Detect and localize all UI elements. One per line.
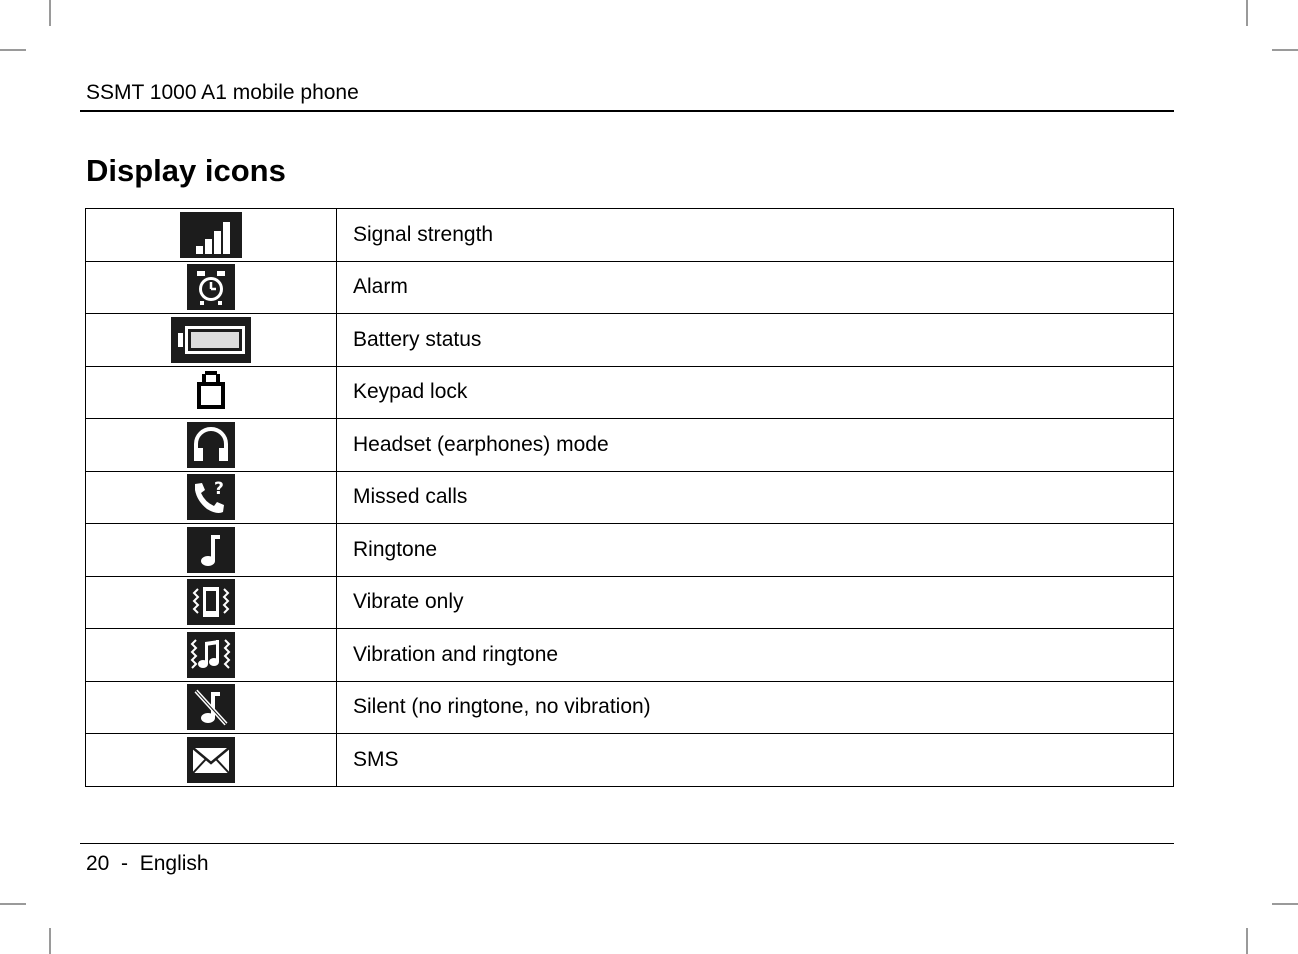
svg-text:?: ? (214, 479, 224, 500)
crop-mark (1246, 928, 1248, 954)
icon-description: Silent (no ringtone, no vibration) (337, 681, 1174, 734)
battery-icon (171, 317, 251, 363)
crop-mark (0, 49, 26, 51)
signal-strength-icon (180, 212, 242, 258)
page-title: Display icons (86, 153, 286, 188)
table-row (86, 209, 1174, 262)
icon-description: Missed calls (337, 471, 1174, 524)
silent-icon (187, 684, 235, 730)
page-number: 20 (86, 852, 110, 875)
display-icons-table (85, 208, 1174, 787)
table-row (86, 734, 1174, 787)
table-row (86, 576, 1174, 629)
table-row (86, 681, 1174, 734)
icon-description: Alarm (337, 261, 1174, 314)
icon-description: Headset (earphones) mode (337, 419, 1174, 472)
icon-description: Vibrate only (337, 576, 1174, 629)
table-row (86, 419, 1174, 472)
table-row (86, 314, 1174, 367)
crop-mark (0, 903, 26, 905)
icon-description: Battery status (337, 314, 1174, 367)
vibration-ringtone-icon (187, 632, 235, 678)
footer-rule (80, 843, 1174, 844)
crop-mark (49, 928, 51, 954)
icon-description: Keypad lock (337, 366, 1174, 419)
sms-icon (187, 737, 235, 783)
table-row (86, 261, 1174, 314)
crop-mark (1272, 903, 1298, 905)
crop-mark (1272, 49, 1298, 51)
header-rule (80, 110, 1174, 112)
vibrate-icon (187, 579, 235, 625)
footer-language: English (139, 852, 209, 875)
icon-description: Signal strength (337, 209, 1174, 262)
headset-icon (187, 422, 235, 468)
icon-description: Vibration and ringtone (337, 629, 1174, 682)
table-row (86, 471, 1174, 524)
running-header: SSMT 1000 A1 mobile phone (86, 81, 359, 104)
missed-call-icon (187, 474, 235, 520)
table-row (86, 524, 1174, 577)
table-row (86, 629, 1174, 682)
icon-description: SMS (337, 734, 1174, 787)
alarm-icon (187, 264, 235, 310)
keypad-lock-icon (194, 369, 228, 416)
page-footer (86, 851, 209, 877)
ringtone-icon (187, 527, 235, 573)
crop-mark (1246, 0, 1248, 26)
table-row (86, 366, 1174, 419)
crop-mark (49, 0, 51, 26)
footer-separator: - (121, 852, 129, 875)
icon-description: Ringtone (337, 524, 1174, 577)
